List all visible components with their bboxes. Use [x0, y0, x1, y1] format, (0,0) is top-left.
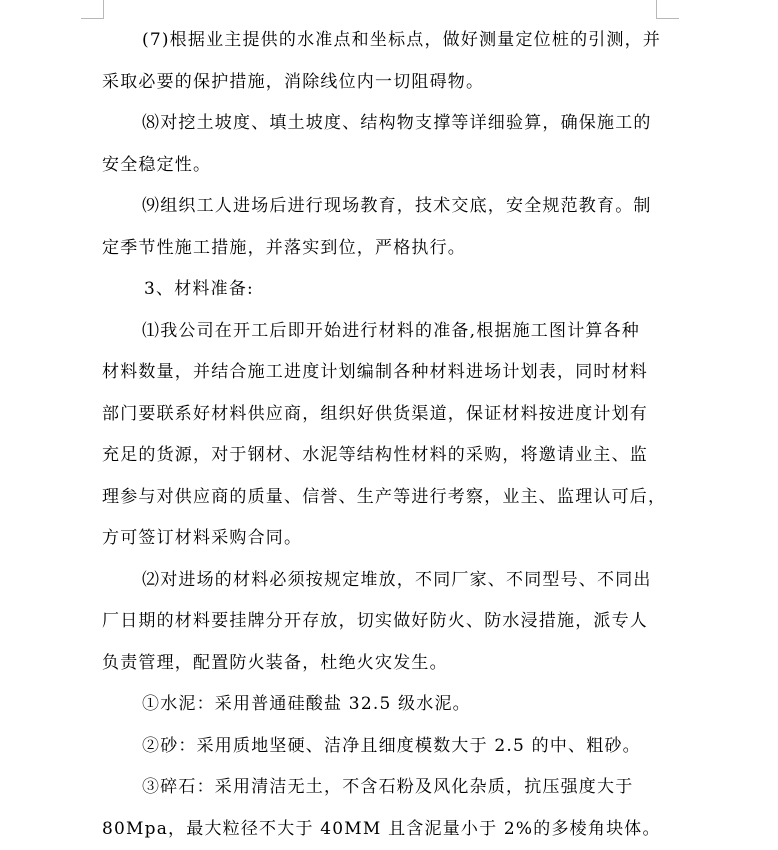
text-line: 安全稳定性。	[102, 145, 662, 187]
text-line: ②砂：采用质地坚硬、洁净且细度模数大于 2.5 的中、粗砂。	[142, 726, 662, 768]
text-line: 负责管理，配置防火装备，杜绝火灾发生。	[102, 643, 662, 685]
text-line: 材料数量，并结合施工进度计划编制各种材料进场计划表，同时材料	[102, 352, 662, 394]
text-line: ①水泥：采用普通硅酸盐 32.5 级水泥。	[142, 684, 662, 726]
text-line: ⑻对挖土坡度、填土坡度、结构物支撑等详细验算，确保施工的	[142, 103, 662, 145]
text-line: (7)根据业主提供的水准点和坐标点，做好测量定位桩的引测，并	[142, 20, 662, 62]
paragraph-item-9	[102, 186, 662, 228]
section-heading: 3、材料准备:	[102, 269, 662, 311]
text-line: ⑼组织工人进场后进行现场教育，技术交底，安全规范教育。制	[142, 186, 662, 228]
paragraph-item-8	[102, 103, 662, 145]
text-line: 定季节性施工措施，并落实到位，严格执行。	[102, 228, 662, 270]
paragraph-item-9-continued	[102, 228, 662, 270]
text-line: 厂日期的材料要挂牌分开存放，切实做好防火、防水浸措施，派专人	[102, 601, 662, 643]
list-item-cement	[102, 684, 662, 726]
paragraph-material-2-continued	[102, 601, 662, 684]
text-line: 充足的货源，对于钢材、水泥等结构性材料的采购，将邀请业主、监	[102, 435, 662, 477]
paragraph-item-8-continued	[102, 145, 662, 187]
paragraph-material-1-continued	[102, 352, 662, 560]
paragraph-material-2	[102, 560, 662, 602]
text-line: 80Mpa，最大粒径不大于 40MM 且含泥量小于 2%的多棱角块体。	[102, 809, 662, 850]
document-page	[102, 20, 662, 850]
page-corner-mark-left	[81, 0, 104, 19]
text-line: ⑵对进场的材料必须按规定堆放，不同厂家、不同型号、不同出	[142, 560, 662, 602]
text-line: ⑴我公司在开工后即开始进行材料的准备,根据施工图计算各种	[142, 311, 662, 353]
list-item-gravel	[102, 767, 662, 809]
paragraph-item-7-continued	[102, 62, 662, 104]
list-item-gravel-continued	[102, 809, 662, 850]
text-line: 部门要联系好材料供应商，组织好供货渠道，保证材料按进度计划有	[102, 394, 662, 436]
text-line: 采取必要的保护措施，消除线位内一切阻碍物。	[102, 62, 662, 104]
paragraph-item-7	[102, 20, 662, 62]
text-line: 方可签订材料采购合同。	[102, 518, 662, 560]
text-line: ③碎石：采用清洁无土，不含石粉及风化杂质，抗压强度大于	[142, 767, 662, 809]
text-line: 理参与对供应商的质量、信誉、生产等进行考察，业主、监理认可后，	[102, 477, 662, 519]
page-corner-mark-right	[656, 0, 679, 19]
list-item-sand	[102, 726, 662, 768]
paragraph-material-1	[102, 311, 662, 353]
